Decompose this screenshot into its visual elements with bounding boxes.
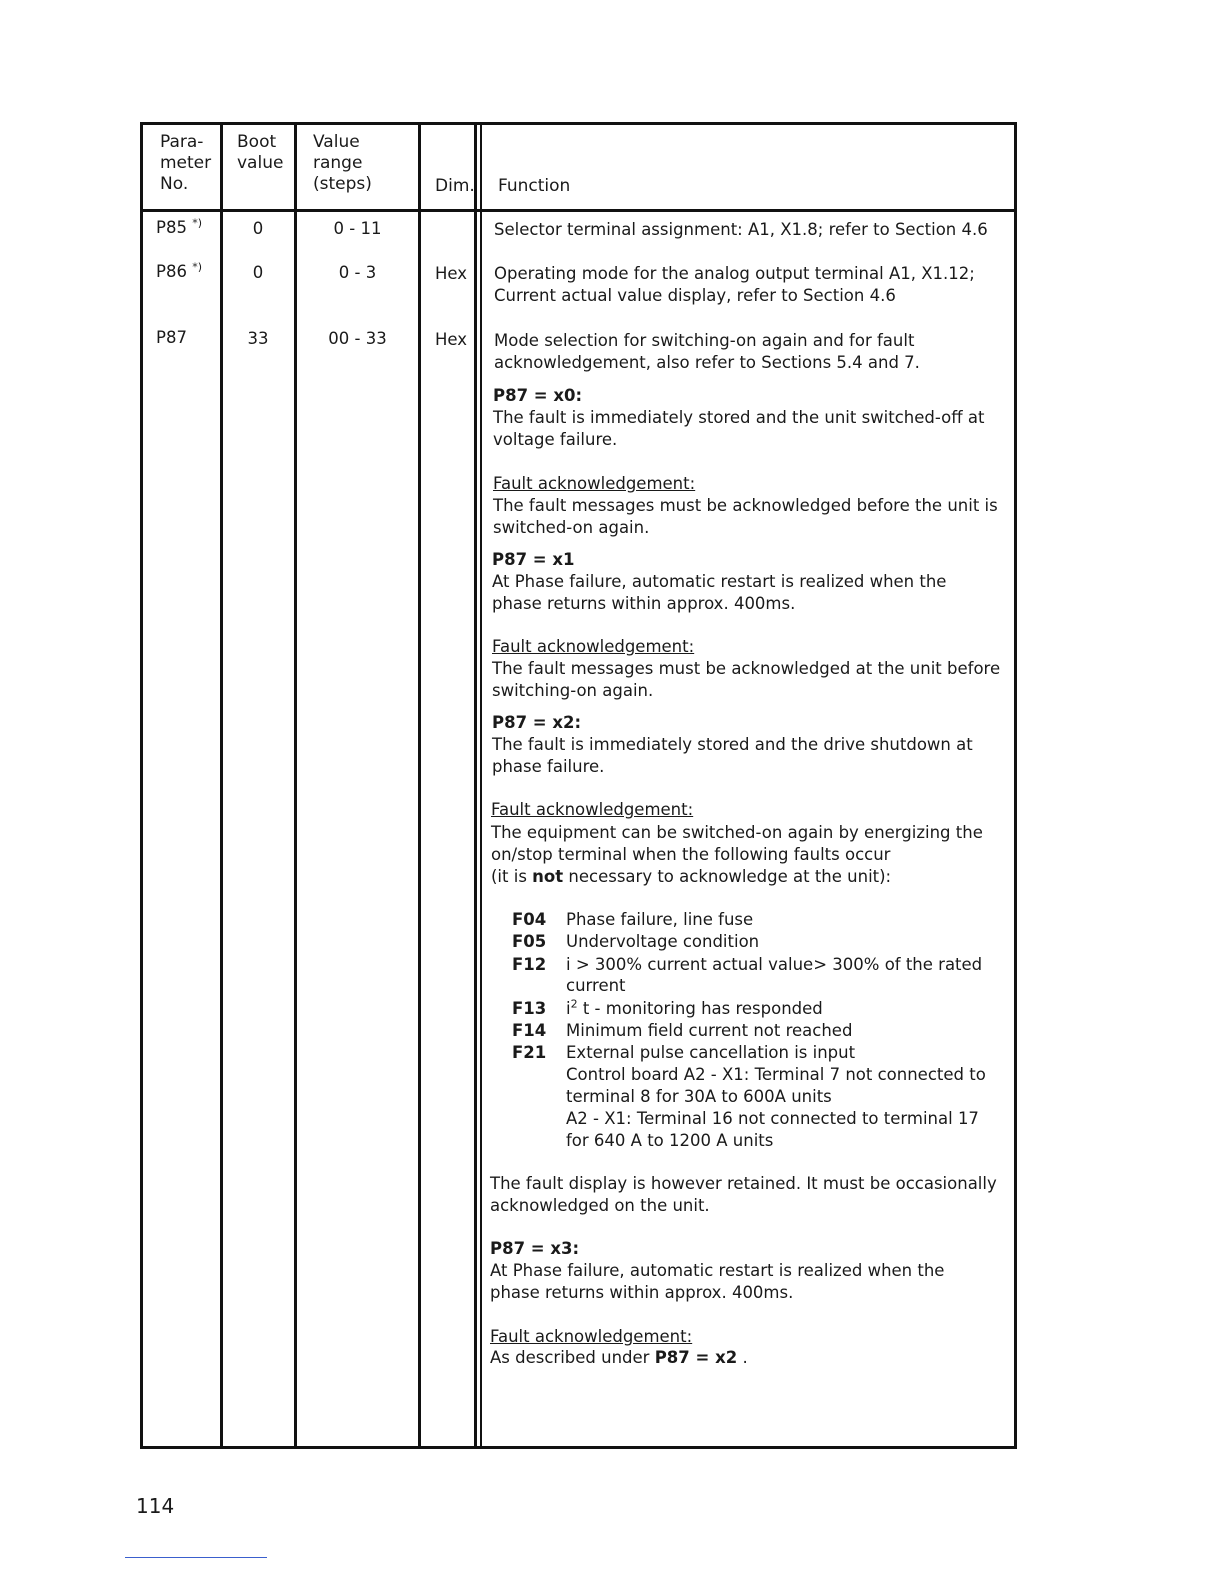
x2-note-1: The fault display is however retained. It must be occasionally bbox=[490, 1174, 997, 1193]
x1-ack-text-2: switching-on again. bbox=[492, 681, 654, 700]
x2-text-2: phase failure. bbox=[492, 757, 605, 776]
column-divider bbox=[418, 122, 421, 1449]
row-p87-param: P87 bbox=[156, 328, 187, 347]
x2-text-1: The fault is immediately stored and the drive shutdown at bbox=[492, 735, 973, 754]
x0-ack-text-2: switched-on again. bbox=[493, 518, 650, 537]
row-p87-function-1: Mode selection for switching-on again and for fault bbox=[494, 331, 915, 350]
x0-heading: P87 = x0: bbox=[493, 386, 583, 405]
fault-code-f12: F12 bbox=[512, 955, 547, 974]
column-divider bbox=[480, 122, 482, 1449]
fault-desc-f14: Minimum field current not reached bbox=[566, 1021, 853, 1040]
x1-ack-heading: Fault acknowledgement: bbox=[492, 637, 695, 656]
row-p86-param: P86 *) bbox=[156, 260, 202, 281]
header-function: Function bbox=[498, 176, 571, 196]
fault-code-f14: F14 bbox=[512, 1021, 547, 1040]
row-p87-dim: Hex bbox=[435, 330, 468, 349]
footer-rule bbox=[125, 1557, 267, 1558]
x2-ack-text-2: on/stop terminal when the following faults occur bbox=[491, 845, 891, 864]
fault-desc-f05: Undervoltage condition bbox=[566, 932, 760, 951]
header-divider bbox=[140, 209, 1017, 212]
fault-desc-f21-4: A2 - X1: Terminal 16 not connected to terminal 17 bbox=[566, 1109, 979, 1128]
header-range-3: (steps) bbox=[313, 174, 372, 194]
x2-ack-text-1: The equipment can be switched-on again by energizing the bbox=[491, 823, 983, 842]
x0-ack-text-1: The fault messages must be acknowledged before the unit is bbox=[493, 496, 998, 515]
fault-desc-f21-5: for 640 A to 1200 A units bbox=[566, 1131, 774, 1150]
header-range-1: Value bbox=[313, 132, 360, 152]
x1-text-1: At Phase failure, automatic restart is realized when the bbox=[492, 572, 947, 591]
row-p85-function: Selector terminal assignment: A1, X1.8; refer to Section 4.6 bbox=[494, 220, 988, 239]
row-p86-function-1: Operating mode for the analog output terminal A1, X1.12; bbox=[494, 264, 975, 283]
header-boot-1: Boot bbox=[237, 132, 277, 152]
x3-ack-text: As described under P87 = x2 . bbox=[490, 1348, 748, 1367]
row-p86-function-2: Current actual value display, refer to Section 4.6 bbox=[494, 286, 896, 305]
row-p86-boot: 0 bbox=[252, 263, 264, 282]
x0-text-1: The fault is immediately stored and the unit switched-off at bbox=[493, 408, 985, 427]
row-p86-dim: Hex bbox=[435, 264, 468, 283]
header-param-2: meter bbox=[160, 153, 212, 173]
fault-desc-f21-3: terminal 8 for 30A to 600A units bbox=[566, 1087, 832, 1106]
row-p87-boot: 33 bbox=[247, 329, 269, 348]
page-number: 114 bbox=[136, 1494, 175, 1518]
x1-heading: P87 = x1 bbox=[492, 550, 575, 569]
row-p87-function-2: acknowledgement, also refer to Sections 5.4 and 7. bbox=[494, 353, 920, 372]
row-p85-range: 0 - 11 bbox=[333, 219, 382, 238]
fault-code-f13: F13 bbox=[512, 999, 547, 1018]
row-p86-range: 0 - 3 bbox=[338, 263, 377, 282]
x0-ack-heading: Fault acknowledgement: bbox=[493, 474, 696, 493]
x3-heading: P87 = x3: bbox=[490, 1239, 580, 1258]
fault-code-f05: F05 bbox=[512, 932, 547, 951]
x0-text-2: voltage failure. bbox=[493, 430, 618, 449]
x1-ack-text-1: The fault messages must be acknowledged at the unit before bbox=[492, 659, 1001, 678]
column-divider bbox=[294, 122, 297, 1449]
row-p85-boot: 0 bbox=[252, 219, 264, 238]
x2-ack-heading: Fault acknowledgement: bbox=[491, 800, 694, 819]
fault-desc-f21-2: Control board A2 - X1: Terminal 7 not connected to bbox=[566, 1065, 986, 1084]
x3-text-2: phase returns within approx. 400ms. bbox=[490, 1283, 794, 1302]
fault-desc-f12-1: i > 300% current actual value> 300% of the rated bbox=[566, 955, 983, 974]
fault-desc-f04: Phase failure, line fuse bbox=[566, 910, 754, 929]
row-p87-range: 00 - 33 bbox=[328, 329, 387, 348]
fault-code-f04: F04 bbox=[512, 910, 547, 929]
fault-desc-f21-1: External pulse cancellation is input bbox=[566, 1043, 856, 1062]
header-param-1: Para- bbox=[160, 132, 204, 152]
x3-text-1: At Phase failure, automatic restart is realized when the bbox=[490, 1261, 945, 1280]
x2-ack-text-3: (it is not necessary to acknowledge at the unit): bbox=[491, 867, 892, 886]
fault-desc-f12-2: current bbox=[566, 976, 626, 995]
x2-note-2: acknowledged on the unit. bbox=[490, 1196, 710, 1215]
header-boot-2: value bbox=[237, 153, 284, 173]
x2-heading: P87 = x2: bbox=[492, 713, 582, 732]
header-param-3: No. bbox=[160, 174, 189, 194]
column-divider bbox=[474, 122, 477, 1449]
fault-code-f21: F21 bbox=[512, 1043, 547, 1062]
header-dim: Dim. bbox=[435, 176, 475, 196]
header-range-2: range bbox=[313, 153, 363, 173]
x3-ack-heading: Fault acknowledgement: bbox=[490, 1327, 693, 1346]
row-p85-param: P85 *) bbox=[156, 216, 202, 237]
column-divider bbox=[220, 122, 223, 1449]
x1-text-2: phase returns within approx. 400ms. bbox=[492, 594, 796, 613]
fault-desc-f13: $i^2$ t - monitoring has responded bbox=[566, 997, 823, 1018]
